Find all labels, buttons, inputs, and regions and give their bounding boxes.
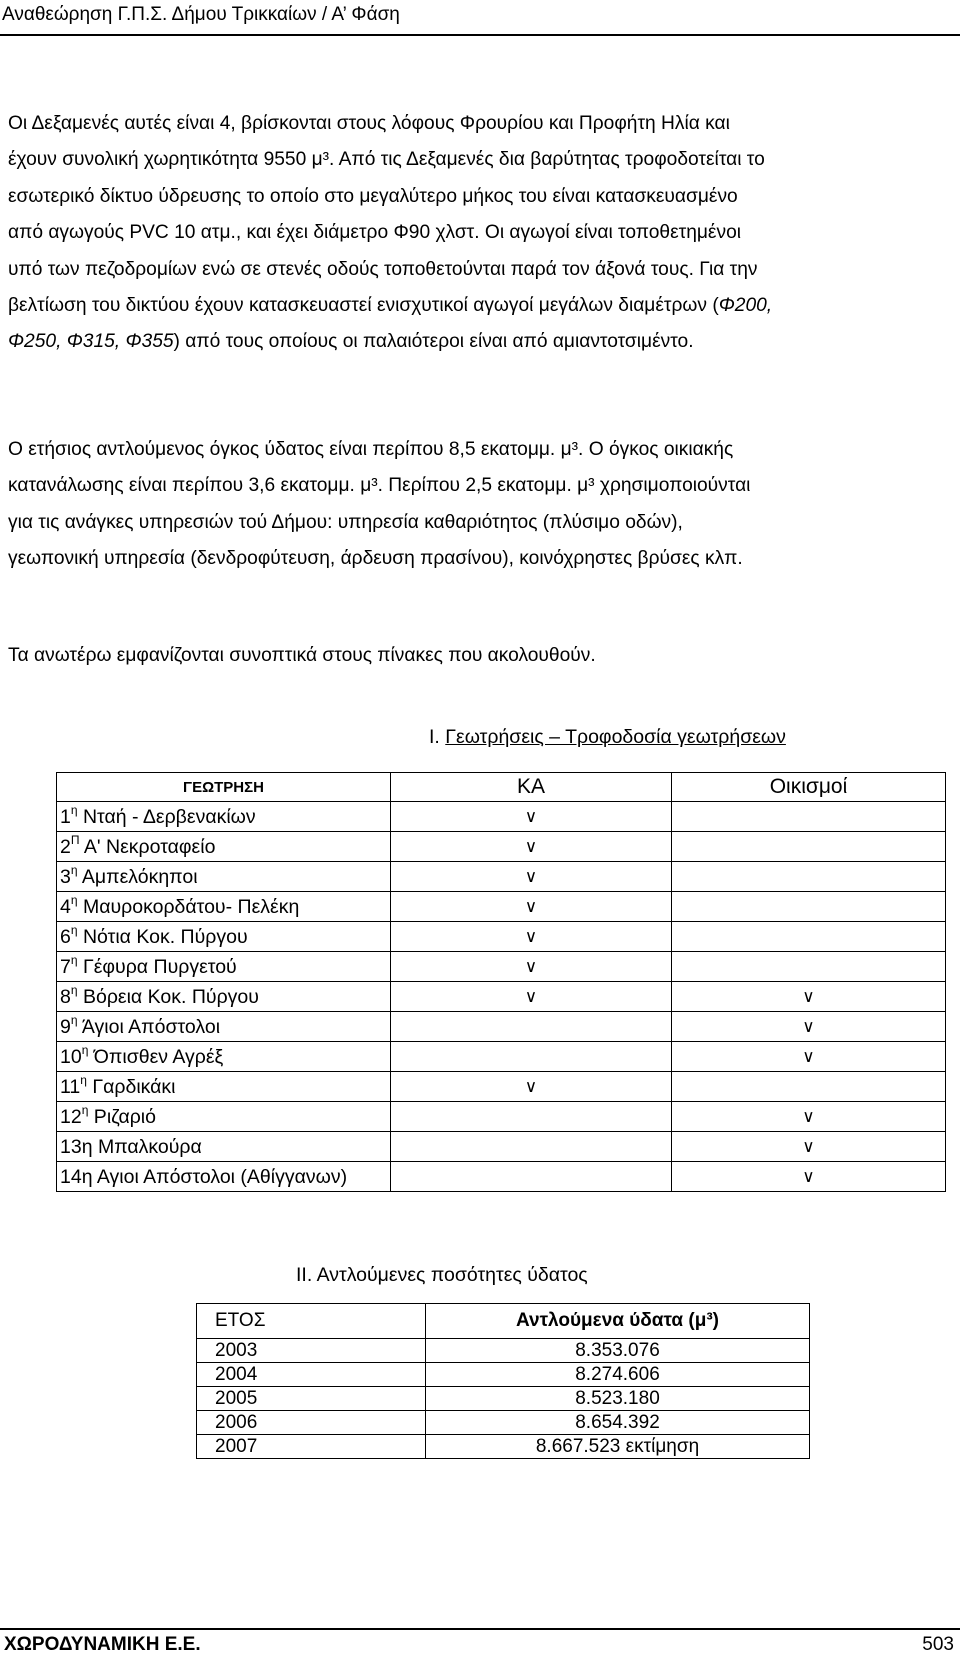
- borehole-name: Άγιοι Απόστολοι: [77, 1015, 221, 1038]
- borehole-name: Βόρεια Κοκ. Πύργου: [77, 985, 259, 1008]
- borehole-name: Γαρδικάκι: [86, 1075, 176, 1098]
- check-mark-icon: ∨: [524, 807, 538, 826]
- ka-cell: [391, 922, 672, 952]
- ka-cell: [391, 1012, 672, 1042]
- borehole-name: 14η Αγιοι Απόστολοι (Αθίγγανων): [60, 1165, 348, 1188]
- boreholes-table-body: [57, 802, 946, 1192]
- ordinal-suffix: η: [81, 1043, 89, 1057]
- ordinal-suffix: η: [70, 863, 78, 877]
- settlements-cell: [672, 1162, 946, 1192]
- table-row: [197, 1411, 810, 1435]
- text-line: Τα ανωτέρω εμφανίζονται συνοπτικά στους πίνακες που ακολουθούν.: [8, 645, 596, 666]
- borehole-name: Αμπελόκηποι: [77, 865, 198, 888]
- text-line: [8, 324, 948, 360]
- text-line: για τις ανάγκες υπηρεσιών τού Δήμου: υπηρεσία καθαριότητος (πλύσιμο οδών),: [8, 511, 683, 533]
- header-year: ΕΤΟΣ: [197, 1304, 426, 1339]
- text-line: γεωπονική υπηρεσία (δενδροφύτευση, άρδευση πρασίνου), κοινόχρηστες βρύσες κλπ.: [8, 548, 743, 570]
- borehole-number: 9: [60, 1015, 71, 1038]
- borehole-name: Γέφυρα Πυργετού: [77, 955, 237, 978]
- ordinal-suffix: η: [70, 893, 78, 907]
- borehole-number: 4: [60, 895, 71, 918]
- text-line: έχουν συνολική χωρητικότητα 9550 μ³. Από τις Δεξαμενές δια βαρύτητας τροφοδοτείται το: [8, 149, 765, 171]
- ka-cell: [391, 1072, 672, 1102]
- pumped-volume-cell: 8.654.392: [426, 1411, 810, 1435]
- ka-cell: [391, 862, 672, 892]
- borehole-number: 11: [60, 1075, 81, 1098]
- table-row: [57, 1132, 946, 1162]
- table-row: [57, 862, 946, 892]
- page-number: 503: [922, 1634, 954, 1655]
- table-row: [57, 832, 946, 862]
- settlements-cell: [672, 1102, 946, 1132]
- year-cell: 2004: [197, 1363, 426, 1387]
- settlements-cell: [672, 922, 946, 952]
- ordinal-suffix: Π: [70, 833, 80, 847]
- settlements-cell: [672, 892, 946, 922]
- borehole-name-cell: [57, 862, 391, 892]
- ka-cell: [391, 892, 672, 922]
- table-row: [57, 892, 946, 922]
- check-mark-icon: ∨: [802, 1137, 815, 1156]
- borehole-number: 7: [60, 955, 71, 978]
- borehole-name-cell: [57, 982, 391, 1012]
- borehole-number: 10: [60, 1045, 82, 1068]
- settlements-cell: [672, 862, 946, 892]
- borehole-name-cell: [57, 892, 391, 922]
- borehole-name-cell: [57, 922, 391, 952]
- borehole-name-cell: [57, 1102, 391, 1132]
- borehole-name: 13η Μπαλκούρα: [60, 1135, 202, 1158]
- text-line: κατανάλωσης είναι περίπου 3,6 εκατομμ. μ³. Περίπου 2,5 εκατομμ. μ³ χρησιμοποιούνται: [8, 475, 751, 497]
- settlements-cell: [672, 952, 946, 982]
- ka-cell: [391, 952, 672, 982]
- table2-caption: ΙΙ. Αντλούμενες ποσότητες ύδατος: [296, 1264, 588, 1286]
- footer-rule: [0, 1628, 960, 1630]
- ordinal-suffix: η: [70, 923, 78, 937]
- settlements-cell: [672, 832, 946, 862]
- borehole-name-cell: [57, 832, 391, 862]
- ka-cell: [391, 1102, 672, 1132]
- ordinal-suffix: η: [70, 803, 78, 817]
- ka-cell: [391, 832, 672, 862]
- check-mark-icon: ∨: [524, 837, 538, 856]
- borehole-name-cell: [57, 952, 391, 982]
- borehole-name: Ριζαριό: [88, 1105, 156, 1128]
- check-mark-icon: ∨: [524, 957, 538, 976]
- text-run: ) από τους οποίους οι παλαιότεροι είναι από αμιαντοτσιμέντο.: [173, 331, 694, 353]
- settlements-cell: [672, 1132, 946, 1162]
- table-row: [57, 1072, 946, 1102]
- borehole-name-cell: [57, 1132, 391, 1162]
- check-mark-icon: ∨: [802, 1047, 815, 1066]
- table-row: [57, 1042, 946, 1072]
- borehole-name-cell: [57, 1162, 391, 1192]
- borehole-number: 2: [60, 835, 71, 858]
- table-header-row: [197, 1304, 810, 1339]
- borehole-name: Α' Νεκροταφείο: [79, 835, 216, 858]
- table-header-row: [57, 773, 946, 802]
- ka-cell: [391, 1042, 672, 1072]
- check-mark-icon: ∨: [524, 897, 538, 916]
- borehole-name: Νότια Κοκ. Πύργου: [77, 925, 248, 948]
- table-row: [197, 1363, 810, 1387]
- settlements-cell: [672, 982, 946, 1012]
- check-mark-icon: ∨: [802, 1167, 815, 1186]
- table1-caption-num: Ι.: [429, 726, 446, 748]
- table-row: [197, 1435, 810, 1459]
- table-row: [197, 1387, 810, 1411]
- ka-cell: [391, 802, 672, 832]
- table-row: [57, 1162, 946, 1192]
- page-header-title: Αναθεώρηση Γ.Π.Σ. Δήμου Τρικκαίων / Α’ Φάση: [2, 4, 400, 25]
- year-cell: 2006: [197, 1411, 426, 1435]
- borehole-name-cell: [57, 1072, 391, 1102]
- text-line: υπό των πεζοδρομίων ενώ σε στενές οδούς τοποθετούνται παρά τον άξονά τους. Για την: [8, 258, 758, 280]
- text-line: Οι Δεξαμενές αυτές είναι 4, βρίσκονται στους λόφους Φρουρίου και Προφήτη Ηλία και: [8, 113, 730, 134]
- settlements-cell: [672, 802, 946, 832]
- text-line: [8, 288, 948, 324]
- borehole-name: Όπισθεν Αγρέξ: [88, 1045, 224, 1068]
- check-mark-icon: ∨: [524, 927, 538, 946]
- text-run: βελτίωση του δικτύου έχουν κατασκευαστεί ενισχυτικοί αγωγοί μεγάλων διαμέτρων (: [8, 295, 719, 317]
- text-line: Ο ετήσιος αντλούμενος όγκος ύδατος είναι περίπου 8,5 εκατομμ. μ³. Ο όγκος οικιακής: [8, 439, 734, 460]
- table-row: [57, 982, 946, 1012]
- header-rule: [0, 34, 960, 36]
- paragraph-water-volume: [8, 432, 948, 578]
- ordinal-suffix: η: [70, 983, 78, 997]
- paragraph-summary: [8, 638, 948, 674]
- check-mark-icon: ∨: [802, 1107, 815, 1126]
- borehole-name: Μαυροκορδάτου- Πελέκη: [77, 895, 300, 918]
- ka-cell: [391, 1132, 672, 1162]
- header-pumped-water: Αντλούμενα ύδατα (μ³): [426, 1304, 810, 1339]
- borehole-name-cell: [57, 802, 391, 832]
- header-borehole: ΓΕΩΤΡΗΣΗ: [57, 773, 391, 802]
- table-row: [197, 1339, 810, 1363]
- settlements-cell: [672, 1072, 946, 1102]
- ka-cell: [391, 982, 672, 1012]
- ordinal-suffix: η: [81, 1103, 89, 1117]
- pumped-volume-cell: 8.667.523 εκτίμηση: [426, 1435, 810, 1459]
- pumped-volume-cell: 8.523.180: [426, 1387, 810, 1411]
- year-cell: 2003: [197, 1339, 426, 1363]
- text-run-italic: Φ200,: [718, 295, 773, 317]
- table-row: [57, 952, 946, 982]
- boreholes-table: [56, 772, 946, 1192]
- settlements-cell: [672, 1042, 946, 1072]
- pumped-volume-cell: 8.274.606: [426, 1363, 810, 1387]
- borehole-number: 1: [60, 805, 71, 828]
- table1-caption: [429, 726, 786, 749]
- text-line: από αγωγούς PVC 10 ατμ., και έχει διάμετρο Φ90 χλστ. Οι αγωγοί είναι τοποθετημένοι: [8, 222, 742, 244]
- borehole-name: Νταή - Δερβενακίων: [77, 805, 256, 828]
- borehole-name-cell: [57, 1042, 391, 1072]
- year-cell: 2007: [197, 1435, 426, 1459]
- header-ka: ΚΑ: [391, 773, 672, 802]
- pumped-volume-cell: 8.353.076: [426, 1339, 810, 1363]
- borehole-number: 12: [60, 1105, 82, 1128]
- ordinal-suffix: η: [80, 1073, 87, 1087]
- borehole-number: 8: [60, 985, 71, 1008]
- text-line: εσωτερικό δίκτυο ύδρευσης το οποίο στο μεγαλύτερο μήκος του είναι κατασκευασμένο: [8, 185, 738, 207]
- check-mark-icon: ∨: [802, 1017, 815, 1036]
- check-mark-icon: ∨: [524, 1077, 538, 1096]
- borehole-number: 3: [60, 865, 71, 888]
- table-row: [57, 922, 946, 952]
- year-cell: 2005: [197, 1387, 426, 1411]
- table-row: [57, 1012, 946, 1042]
- footer-company: ΧΩΡΟΔΥΝΑΜΙΚΗ Ε.Ε.: [4, 1634, 201, 1655]
- ka-cell: [391, 1162, 672, 1192]
- borehole-name-cell: [57, 1012, 391, 1042]
- check-mark-icon: ∨: [802, 987, 815, 1006]
- borehole-number: 6: [60, 925, 71, 948]
- header-settlements: Οικισμοί: [672, 773, 946, 802]
- table-row: [57, 802, 946, 832]
- settlements-cell: [672, 1012, 946, 1042]
- pumped-water-table-body: [197, 1339, 810, 1459]
- ordinal-suffix: η: [70, 953, 78, 967]
- ordinal-suffix: η: [70, 1013, 78, 1027]
- table1-caption-title: Γεωτρήσεις – Τροφοδοσία γεωτρήσεων: [445, 726, 786, 748]
- text-run-italic: Φ250, Φ315, Φ355: [8, 331, 174, 353]
- paragraph-water-tanks: [8, 106, 948, 361]
- check-mark-icon: ∨: [524, 867, 538, 886]
- table-row: [57, 1102, 946, 1132]
- pumped-water-table: [196, 1303, 810, 1459]
- check-mark-icon: ∨: [524, 987, 538, 1006]
